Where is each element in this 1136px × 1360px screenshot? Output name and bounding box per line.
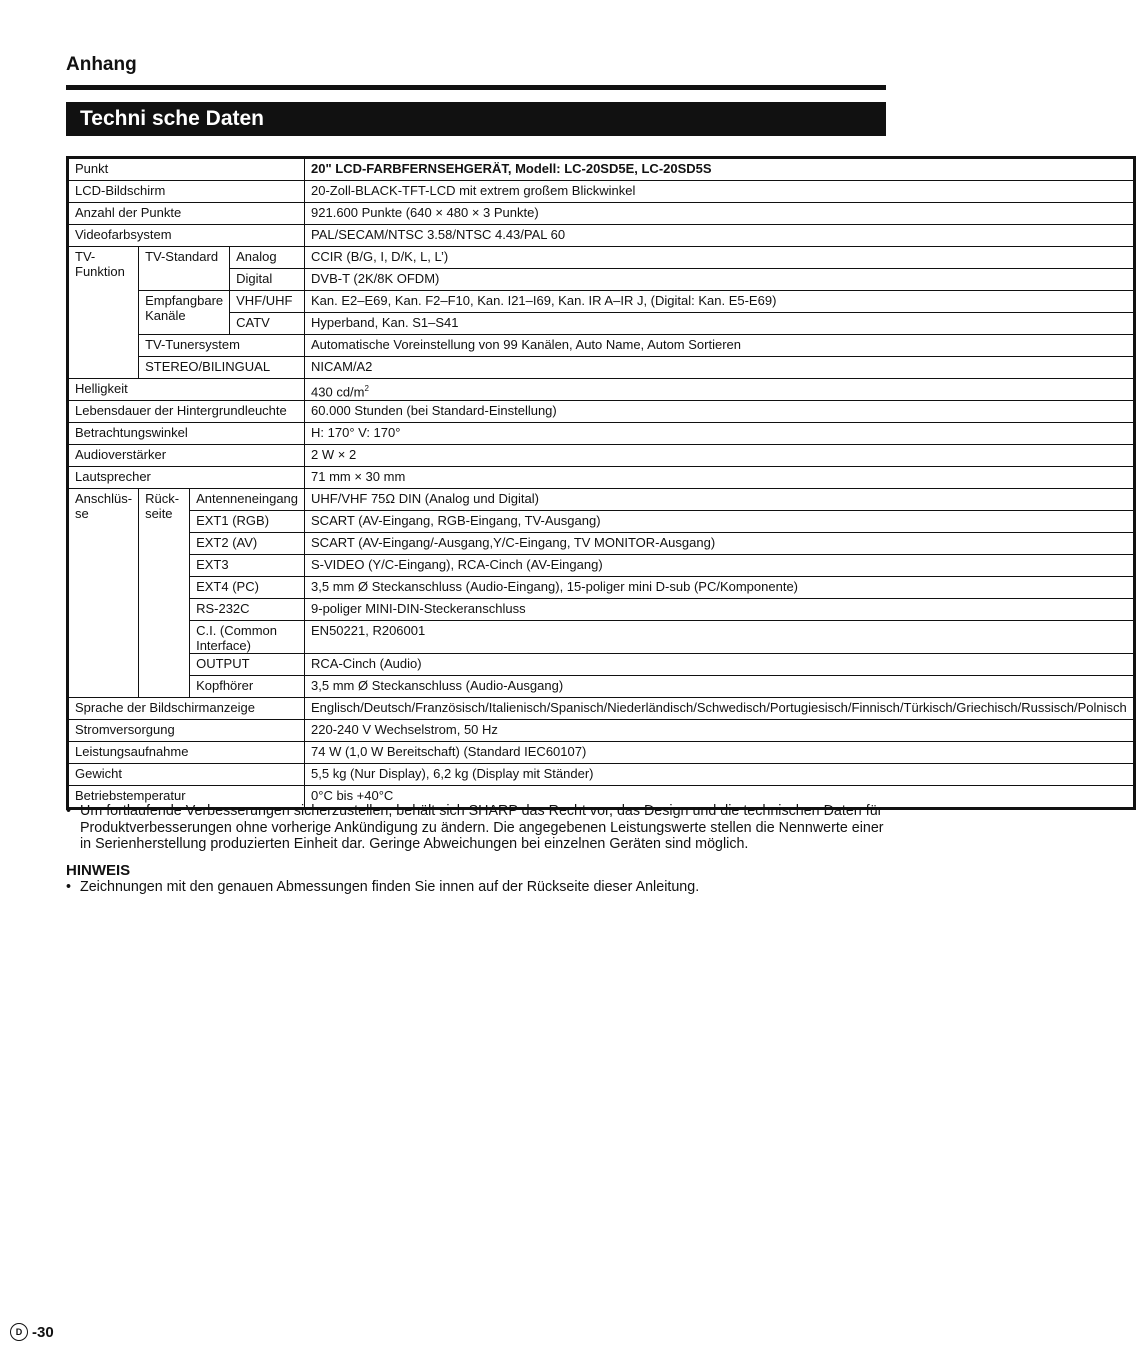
spec-label: Gewicht [68,764,305,786]
spec-label: Lautsprecher [68,467,305,489]
spec-sublabel: STEREO/BILINGUAL [139,357,305,379]
spec-sublabel: Digital [230,269,305,291]
spec-sublabel: Analog [230,247,305,269]
spec-value: Kan. E2–E69, Kan. F2–F10, Kan. I21–I69, Kan. IR A–IR J, (Digital: Kan. E5-E69) [305,291,1135,313]
spec-label: Betrachtungswinkel [68,423,305,445]
section-title: Anhang [66,54,137,75]
spec-value: Hyperband, Kan. S1–S41 [305,313,1135,335]
spec-sublabel: EXT1 (RGB) [190,511,305,533]
spec-sublabel: Antenneneingang [190,489,305,511]
page-title: Techni sche Daten [80,107,264,130]
table-row [68,445,1135,467]
spec-sublabel: EXT3 [190,555,305,577]
table-row [68,335,1135,357]
spec-label: Lebensdauer der Hintergrundleuchte [68,401,305,423]
table-row [68,203,1135,225]
spec-label: Sprache der Bildschirmanzeige [68,698,305,720]
table-row [68,379,1135,401]
spec-value: 71 mm × 30 mm [305,467,1135,489]
note-item [66,879,886,896]
spec-table [66,156,1136,810]
table-row [68,621,1135,654]
table-row [68,247,1135,269]
spec-sublabel: VHF/UHF [230,291,305,313]
note-text: Zeichnungen mit den genauen Abmessungen finden Sie innen auf der Rückseite dieser Anleitung. [80,879,700,895]
title-banner [66,102,886,136]
spec-value: S-VIDEO (Y/C-Eingang), RCA-Cinch (AV-Eingang) [305,555,1135,577]
note-text: Um fortlaufende Verbesserungen sicherzustellen, behält sich SHARP das Recht vor, das Design und die technischen Daten für Produktverbesserungen ohne vorherige Ankündigung zu ändern. Die angegebenen Leistungswerte stellen die Nennwerte einer in Serienherstellung produzierten Einheit dar. Geringe Abweichungen bei einzelnen Geräten sind möglich. [80,803,884,852]
spec-group-label: Anschlüs-se [68,489,139,698]
spec-value: 20" LCD-FARBFERNSEHGERÄT, Modell: LC-20SD5E, LC-20SD5S [305,158,1135,181]
spec-value: 60.000 Stunden (bei Standard-Einstellung) [305,401,1135,423]
spec-label: LCD-Bildschirm [68,181,305,203]
language-badge: D [10,1323,28,1341]
spec-value: NICAM/A2 [305,357,1135,379]
table-row [68,423,1135,445]
table-row [68,181,1135,203]
spec-sublabel: RS-232C [190,599,305,621]
spec-value: 2 W × 2 [305,445,1135,467]
spec-sublabel: Rück-seite [139,489,190,698]
table-row [68,698,1135,720]
table-row [68,467,1135,489]
spec-value: SCART (AV-Eingang, RGB-Eingang, TV-Ausgang) [305,511,1135,533]
spec-value: UHF/VHF 75Ω DIN (Analog und Digital) [305,489,1135,511]
spec-sublabel: C.I. (Common Interface) [190,621,305,654]
spec-label: Stromversorgung [68,720,305,742]
brightness-superscript: 2 [364,384,369,393]
table-row [68,676,1135,698]
note-item [66,803,886,853]
page-footer [10,1323,54,1341]
spec-value: DVB-T (2K/8K OFDM) [305,269,1135,291]
table-row [68,555,1135,577]
spec-value: Englisch/Deutsch/Französisch/Italienisch/Spanisch/Niederländisch/Schwedisch/Portugiesisch/Finnisch/Türkisch/Griechisch/Russisch/Polnisch [305,698,1135,720]
spec-label: Helligkeit [68,379,305,401]
spec-label: Betriebstemperatur [68,786,305,809]
spec-label: Punkt [68,158,305,181]
spec-label: Anzahl der Punkte [68,203,305,225]
spec-label: Audioverstärker [68,445,305,467]
spec-value: H: 170° V: 170° [305,423,1135,445]
table-row [68,654,1135,676]
table-row [68,225,1135,247]
spec-value: 74 W (1,0 W Bereitschaft) (Standard IEC60107) [305,742,1135,764]
spec-value: RCA-Cinch (Audio) [305,654,1135,676]
spec-sublabel: Empfangbare Kanäle [139,291,230,335]
bullet-glyph: • [66,879,72,895]
spec-value: CCIR (B/G, I, D/K, L, L’) [305,247,1135,269]
spec-value: Automatische Voreinstellung von 99 Kanälen, Auto Name, Autom Sortieren [305,335,1135,357]
spec-value: 3,5 mm Ø Steckanschluss (Audio-Ausgang) [305,676,1135,698]
brightness-value: 430 cd/m [311,384,365,400]
table-row [68,401,1135,423]
table-row [68,533,1135,555]
header-rule [66,85,886,90]
spec-label: Videofarbsystem [68,225,305,247]
spec-value: EN50221, R206001 [305,621,1135,654]
bullet-glyph: • [66,803,72,819]
spec-group-label: TV-Funktion [68,247,139,379]
spec-value: 0°C bis +40°C [305,786,1135,809]
spec-label: Leistungsaufnahme [68,742,305,764]
spec-value: 20-Zoll-BLACK-TFT-LCD mit extrem großem Blickwinkel [305,181,1135,203]
spec-value [305,379,1135,401]
table-row [68,742,1135,764]
table-row [68,158,1135,181]
spec-sublabel: EXT4 (PC) [190,577,305,599]
table-row [68,577,1135,599]
spec-sublabel: EXT2 (AV) [190,533,305,555]
spec-sublabel: TV-Tunersystem [139,335,305,357]
table-row [68,291,1135,313]
table-row [68,720,1135,742]
notes-section [66,803,886,896]
table-row [68,764,1135,786]
table-row [68,599,1135,621]
table-row [68,357,1135,379]
spec-value: PAL/SECAM/NTSC 3.58/NTSC 4.43/PAL 60 [305,225,1135,247]
spec-value: 921.600 Punkte (640 × 480 × 3 Punkte) [305,203,1135,225]
spec-value: SCART (AV-Eingang/-Ausgang,Y/C-Eingang, TV MONITOR-Ausgang) [305,533,1135,555]
spec-value: 3,5 mm Ø Steckanschluss (Audio-Eingang), 15-poliger mini D-sub (PC/Komponente) [305,577,1135,599]
table-row [68,489,1135,511]
spec-sublabel: OUTPUT [190,654,305,676]
spec-value: 9-poliger MINI-DIN-Steckeranschluss [305,599,1135,621]
spec-value: 220-240 V Wechselstrom, 50 Hz [305,720,1135,742]
spec-value: 5,5 kg (Nur Display), 6,2 kg (Display mit Ständer) [305,764,1135,786]
page-number: -30 [32,1323,54,1341]
table-row [68,511,1135,533]
spec-sublabel: TV-Standard [139,247,230,291]
spec-sublabel: CATV [230,313,305,335]
hinweis-heading: HINWEIS [66,861,131,879]
spec-sublabel: Kopfhörer [190,676,305,698]
